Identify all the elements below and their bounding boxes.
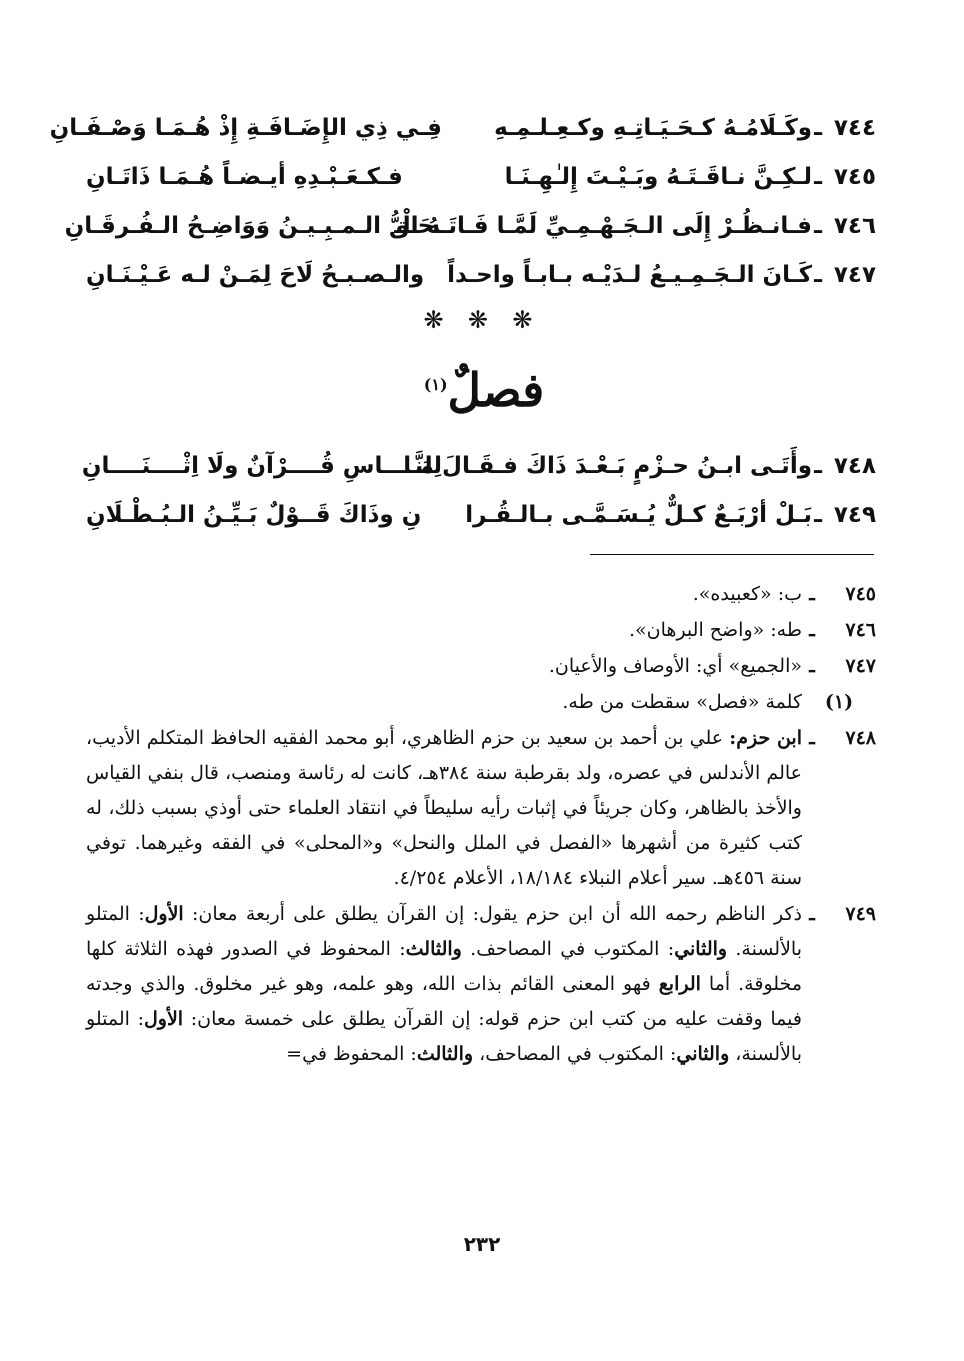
footnote-number: (١) <box>824 691 854 713</box>
footnote <box>86 685 876 720</box>
page-number: ٢٣٢ <box>463 1232 501 1256</box>
footnote-keyword: الأول <box>144 903 184 925</box>
section-heading <box>0 363 964 417</box>
footnote-text: «الجميع» أي: الأوصاف والأعيان. <box>548 655 802 677</box>
footnote-number: ٧٤٨ <box>845 727 876 749</box>
footnote-keyword: الأول <box>143 1008 184 1030</box>
verse-number: ٧٤٥ <box>833 163 876 190</box>
footnote: ٧٤٧ ـ «الجميع» أي: الأوصاف والأعيان. <box>86 649 876 684</box>
section-title: فصلٌ <box>447 363 545 417</box>
verse-second-hemistich: والـصـبـحُ لَاحَ لِمَـنْ لـه عَـيْـنَـانِ <box>86 261 425 288</box>
footnote-text: ذكر الناظم رحمه الله أن ابن حزم يقول: إن القرآن يطلق على أربعة معان: الأول: المتلو بالألسنة. والثاني: المكتوب في المصاحف. والثالث: المحفوظ في الصدور فهذه الثلاثة كلها مخلوقة. أما الرابع فهو المعنى القائم بذات الله، وهو علمه، وهو غير مخلوق. والذي وجدته فيما وقفت عليه من كتب ابن حزم قوله: إن القرآن يطلق على خمسة معان: الأول: المتلو بالألسنة، والثاني: المكتوب في المصاحف، والثالث: المحفوظ في= <box>86 903 803 1065</box>
section-separator-stars: ❋ ❋ ❋ <box>423 306 541 334</box>
verses-block-top <box>49 103 876 299</box>
footnote: ٧٤٥ ـ ب: «كعبيده». <box>86 577 876 612</box>
footnote: ٧٤٦ ـ طه: «واضح البرهان». <box>86 613 876 648</box>
verse-first-hemistich: لـكِـنَّ نـاقَـتَـهُ وبَـيْـتَ إِلـٰهِـنَـا <box>504 163 812 190</box>
verse-first-hemistich: وكَـلَامُـهُ كـحَـيَـاتِـهِ وكـعِـلـمِـهِ <box>494 114 812 141</box>
verse-first-hemistich: فـانـظُـرْ إِلَى الـجَـهْـمِـيِّ لَمَّـا فَـاتَـهُ الْـ <box>394 212 812 239</box>
verse-line: ٧٤٤ ـ وكَـلَامُـهُ كـحَـيَـاتِـهِ وكـعِـلـمِـهِ فِـي ذِي الإِضَـافَـةِ إِذْ هُـمَـا وَصْـفَـانِ <box>49 114 876 141</box>
verse-line: ٧٤٧ ـ كَـانَ الـجَـمِـيـعُ لـدَيْـه بـابـاً واحـداً والـصـبـحُ لَاحَ لِمَـنْ لـه عَـيْـنَـانِ <box>86 261 876 288</box>
footnote-keyword: والثالث <box>405 938 462 960</box>
footnote-number: ٧٤٩ <box>845 903 876 925</box>
footnote-keyword: ابن حزم: <box>729 727 802 749</box>
footnote-body: علي بن أحمد بن سعيد بن حزم الظاهري، أبو محمد الفقيه الحافظ المتكلم الأديب، عالم الأندلس في عصره، ولد بقرطبة سنة ٣٨٤هـ، كانت له رئاسة ومنصب، قال بنفي القياس والأخذ بالظاهر، وكان جريئاً في إثبات رأيه سليطاً في انتقاد العلماء حتى أوذي بسبب ذلك، له كتب كثيرة من أشهرها «الفصل في الملل والنحل» و«المحلى» في الفقه وغيرهما. توفي سنة ٤٥٦هـ. سير أعلام النبلاء ١٨/١٨٤، الأعلام ٤/٢٥٤. <box>86 727 802 889</box>
footnote-number: ٧٤٦ <box>845 619 876 641</box>
verse-line: ٧٤٥ ـ لـكِـنَّ نـاقَـتَـهُ وبَـيْـتَ إِلـٰهِـنَـا فـكـعَـبْـدِهِ أيـضـاً هُـمَـا ذَاتَـانِ <box>86 163 876 190</box>
verse-first-hemistich: كَـانَ الـجَـمِـيـعُ لـدَيْـه بـابـاً واحـداً <box>447 261 812 288</box>
footnote-text: طه: «واضح البرهان». <box>629 619 802 641</box>
verse-second-hemistich: نِ وذَاكَ قَــوْلٌ بَـيِّـنُ الـبُـطْـلَانِ <box>86 501 422 528</box>
verse-number: ٧٤٦ <box>833 212 876 239</box>
footnote-number: ٧٤٥ <box>845 583 876 605</box>
footnote-keyword: الرابع <box>658 973 701 995</box>
verse-second-hemistich: ـحَـقُّ الـمـبِـيـنُ وَوَاضِـحُ الـفُـرقَـانِ <box>64 212 442 239</box>
verse-line: ٧٤٦ ـ فـانـظُـرْ إِلَى الـجَـهْـمِـيِّ لَمَّـا فَـاتَـهُ الْـ ـحَـقُّ الـمـبِـيـنُ وَوَاضِـحُ الـفُـرقَـانِ <box>64 212 876 239</box>
verse-line: ٧٤٩ ـ بَـلْ أرْبَـعٌ كـلٌّ يُـسَـمَّـى بـالـقُـرا نِ وذَاكَ قَــوْلٌ بَـيِّـنُ الـبُـطْـلَانِ <box>86 501 876 528</box>
verse-second-hemistich: فِـي ذِي الإِضَـافَـةِ إِذْ هُـمَـا وَصْـفَـانِ <box>49 114 442 141</box>
verse-first-hemistich: بَـلْ أرْبَـعٌ كـلٌّ يُـسَـمَّـى بـالـقُـرا <box>465 501 812 528</box>
footnote-keyword: والثاني <box>674 938 728 960</box>
footnote-keyword: والثاني <box>676 1043 730 1065</box>
verse-number: ٧٤٩ <box>833 501 876 528</box>
verses-block-bottom <box>81 441 876 539</box>
verse-number: ٧٤٧ <box>833 261 876 288</box>
footnotes <box>86 577 876 1073</box>
footnote-divider <box>590 554 874 555</box>
verse-first-hemistich: وأَتَـى ابـنُ حـزْمٍ بَـعْـدَ ذَاكَ فـقَـالَ مَـا <box>403 452 812 479</box>
verse-second-hemistich: لِلنَّــــاسِ قُــــرْآنٌ ولَا اِثْــــنَــــانِ <box>81 452 442 479</box>
footnote-number: ٧٤٧ <box>845 655 876 677</box>
footnote-ref: (١) <box>423 374 448 394</box>
footnote: ٧٤٨ ـ ابن حزم: علي بن أحمد بن سعيد بن حزم الظاهري، أبو محمد الفقيه الحافظ المتكلم الأديب، عالم الأندلس في عصره، ولد بقرطبة سنة ٣٨٤هـ، كانت له رئاسة ومنصب، قال بنفي القياس والأخذ بالظاهر، وكان جريئاً في إثبات رأيه سليطاً في انتقاد العلماء حتى أوذي بسبب ذلك، له كتب كثيرة من أشهرها «الفصل في الملل والنحل» و«المحلى» في الفقه وغيرهما. توفي سنة ٤٥٦هـ. سير أعلام النبلاء ١٨/١٨٤، الأعلام ٤/٢٥٤. <box>86 721 876 896</box>
footnote-keyword: والثالث <box>416 1043 474 1065</box>
footnote-text <box>86 721 802 896</box>
footnote-text: كلمة «فصل» سقطت من طه. <box>562 691 802 713</box>
verse-number: ٧٤٨ <box>833 452 876 479</box>
footnote: ٧٤٩ ـ ذكر الناظم رحمه الله أن ابن حزم يقول: إن القرآن يطلق على أربعة معان: الأول: المتلو بالألسنة. والثاني: المكتوب في المصاحف. والثالث: المحفوظ في الصدور فهذه الثلاثة كلها مخلوقة. أما الرابع فهو المعنى القائم بذات الله، وهو علمه، وهو غير مخلوق. والذي وجدته فيما وقفت عليه من كتب ابن حزم قوله: إن القرآن يطلق على خمسة معان: الأول: المتلو بالألسنة، والثاني: المكتوب في المصاحف، والثالث: المحفوظ في= <box>86 897 876 1072</box>
verse-line: ٧٤٨ ـ وأَتَـى ابـنُ حـزْمٍ بَـعْـدَ ذَاكَ فـقَـالَ مَـا لِلنَّــــاسِ قُــــرْآنٌ ولَا اِثْــــنَــــانِ <box>81 452 876 479</box>
footnote-text: ب: «كعبيده». <box>692 583 802 605</box>
verse-number: ٧٤٤ <box>833 114 876 141</box>
verse-second-hemistich: فـكـعَـبْـدِهِ أيـضـاً هُـمَـا ذَاتَـانِ <box>86 163 403 190</box>
